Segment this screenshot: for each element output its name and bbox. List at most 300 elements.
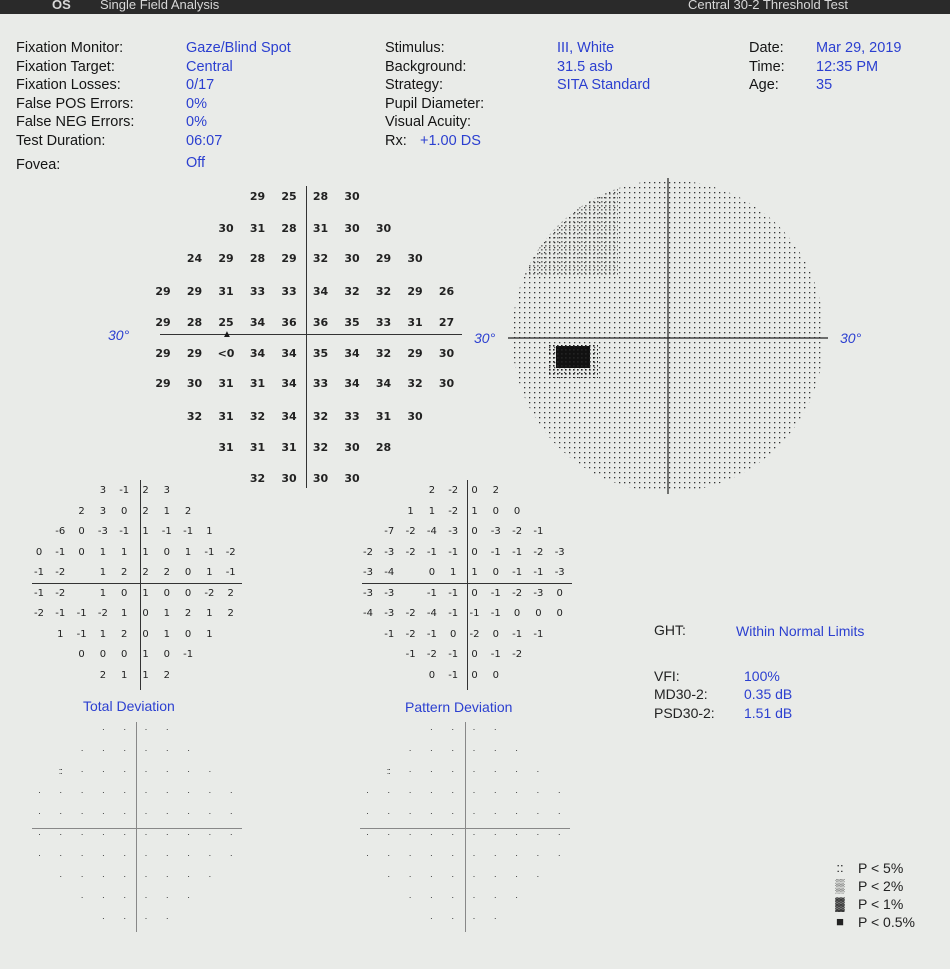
field-value: 0/17 [186, 77, 215, 93]
deviation-value: 0 [78, 546, 85, 558]
deviation-value: 1 [121, 669, 128, 681]
deviation-value: 0 [121, 587, 128, 599]
probability-dot: · [493, 766, 496, 776]
probability-dot: · [408, 871, 411, 881]
field-value: 0% [186, 95, 207, 112]
deviation-value: -2 [55, 567, 66, 578]
threshold-value: 36 [281, 316, 297, 329]
probability-dot: · [536, 850, 539, 860]
probability-dot: · [144, 892, 147, 902]
deviation-value: 0 [471, 669, 478, 681]
deviation-value: -1 [448, 546, 459, 558]
probability-dot: · [536, 871, 539, 881]
deviation-value: 1 [99, 546, 107, 558]
threshold-value: 31 [375, 410, 392, 423]
deviation-value: -2 [363, 546, 373, 558]
field-label: Stimulus: [385, 40, 445, 56]
deviation-value: 0 [184, 587, 192, 599]
probability-dot: · [165, 724, 168, 734]
probability-dot: · [493, 829, 496, 839]
probability-dot: · [101, 829, 104, 839]
total-deviation-label: Total Deviation [83, 698, 175, 714]
deviation-value: -1 [384, 628, 395, 640]
threshold-value: 29 [155, 285, 171, 298]
threshold-value: 32 [344, 285, 360, 298]
probability-dot: · [387, 850, 390, 860]
deviation-value: 0 [142, 608, 149, 619]
probability-dot: · [208, 766, 211, 776]
deviation-value: 1 [206, 526, 213, 537]
threshold-value: 30 [438, 377, 455, 390]
threshold-value: 34 [344, 377, 360, 390]
probability-dot: · [493, 745, 496, 755]
deviation-value: -1 [225, 567, 236, 578]
probability-dot: · [451, 724, 454, 734]
threshold-h-axis [160, 334, 462, 335]
field-value: SITA Standard [557, 77, 651, 93]
deviation-value: 2 [227, 608, 234, 619]
deviation-value: 0 [163, 546, 170, 558]
threshold-value: 33 [249, 285, 266, 298]
threshold-value: 33 [375, 316, 392, 329]
deviation-value: -1 [119, 526, 130, 537]
probability-dot: · [38, 829, 40, 839]
probability-dot: · [451, 766, 454, 776]
probability-dot: · [472, 808, 475, 818]
field-value: Gaze/Blind Spot [186, 40, 291, 56]
deviation-value: -1 [490, 608, 501, 619]
threshold-value: 28 [281, 222, 297, 235]
field-value: Central [186, 58, 233, 75]
probability-dot: · [38, 787, 40, 797]
deviation-value: 0 [492, 628, 499, 640]
threshold-value: 30 [438, 347, 455, 360]
probability-dot: · [80, 745, 83, 755]
deviation-value: -1 [426, 546, 437, 558]
field-label: Visual Acuity: [385, 114, 471, 130]
probability-dot: · [429, 766, 432, 776]
deviation-value: -1 [76, 628, 87, 640]
threshold-value: 30 [312, 472, 329, 485]
pattern-deviation-label: Pattern Deviation [405, 699, 513, 715]
probability-dot: · [536, 829, 539, 839]
probability-dot: · [515, 892, 518, 902]
probability-dot: · [429, 724, 432, 734]
deviation-value: -4 [426, 526, 437, 537]
deviation-value: -4 [363, 608, 373, 619]
probability-dot: · [123, 850, 126, 860]
field-value: III, White [557, 40, 615, 56]
probability-dot: · [493, 808, 496, 818]
probability-dot: · [80, 829, 83, 839]
probability-dot: · [429, 808, 432, 818]
deviation-value: 2 [227, 587, 234, 599]
probability-dot: · [144, 829, 147, 839]
deviation-value: 0 [492, 669, 499, 681]
deviation-value: -1 [55, 546, 66, 558]
probability-dot: · [187, 808, 190, 818]
deviation-value: -1 [448, 587, 459, 599]
deviation-value: -1 [533, 526, 544, 537]
probability-dot: · [515, 745, 518, 755]
probability-dot: · [59, 829, 62, 839]
deviation-value: 2 [142, 567, 149, 578]
probability-dot: · [557, 787, 560, 797]
ght-value: Within Normal Limits [736, 623, 865, 639]
deviation-value: 2 [492, 485, 499, 496]
threshold-value: 30 [375, 222, 392, 235]
probability-dot: · [451, 787, 454, 797]
probability-dot: · [472, 787, 475, 797]
deviation-value: -2 [448, 505, 459, 517]
deviation-value: 0 [163, 649, 170, 660]
probability-dot: · [366, 829, 368, 839]
probability-dot: · [451, 829, 454, 839]
probability-dot: · [387, 871, 390, 881]
probability-dot: · [366, 850, 368, 860]
probability-dot: · [187, 787, 190, 797]
deviation-value: 0 [121, 649, 128, 660]
probability-dot: · [429, 850, 432, 860]
probability-dot: · [123, 892, 126, 902]
threshold-value: 30 [281, 472, 297, 485]
probability-dot: · [208, 871, 211, 881]
probability-dot: · [493, 850, 496, 860]
threshold-value: 34 [249, 316, 266, 329]
probability-dot: · [536, 787, 539, 797]
probability-mark: :: [386, 766, 390, 776]
deviation-value: 2 [142, 505, 149, 517]
deviation-value: 1 [428, 505, 436, 517]
deviation-value: 1 [163, 608, 170, 619]
probability-dot: · [80, 787, 83, 797]
deviation-value: -2 [469, 628, 480, 640]
field-label: Rx: [385, 132, 407, 149]
threshold-value: 29 [218, 252, 234, 265]
grayscale-plot [508, 176, 828, 496]
deviation-value: -2 [448, 485, 459, 496]
field-label: Fixation Monitor: [16, 40, 124, 56]
threshold-value: 31 [218, 285, 234, 298]
deviation-value: -2 [512, 649, 523, 660]
probability-dot: · [387, 829, 390, 839]
probability-dot: · [472, 829, 475, 839]
stat-label: VFI: [654, 668, 680, 684]
probability-dot: · [493, 787, 496, 797]
threshold-value: 30 [344, 252, 360, 265]
field-value: +1.00 DS [420, 132, 481, 149]
stat-value: 0.35 dB [744, 686, 793, 702]
probability-dot: · [229, 850, 232, 860]
probability-dot: · [80, 871, 83, 881]
probability-dot: · [59, 871, 62, 881]
deviation-value: 1 [471, 567, 478, 578]
legend-symbol-icon: ■ [836, 914, 844, 929]
threshold-value: 28 [186, 316, 203, 329]
probability-dot: · [472, 871, 475, 881]
deviation-value: -1 [512, 628, 523, 640]
probability-dot: · [472, 913, 475, 923]
probability-dot: · [429, 892, 432, 902]
deviation-value: 0 [471, 587, 478, 599]
threshold-value: 29 [407, 285, 423, 298]
threshold-value: 30 [344, 222, 360, 235]
threshold-value: 30 [186, 377, 203, 390]
deviation-value: 0 [556, 587, 563, 599]
probability-dot: · [123, 871, 126, 881]
deviation-value: -1 [405, 649, 416, 660]
probability-dot: · [493, 913, 496, 923]
report-title-bar [0, 0, 950, 14]
deviation-value: -3 [490, 526, 501, 537]
deviation-value: 0 [142, 628, 149, 640]
probability-dot: · [38, 808, 40, 818]
deviation-value: 3 [99, 505, 107, 517]
probability-dot: · [144, 724, 147, 734]
probability-dot: · [101, 766, 104, 776]
probability-mark: :: [58, 766, 62, 776]
probability-dot: · [80, 766, 83, 776]
deviation-value: 0 [471, 546, 478, 558]
probability-dot: · [80, 808, 83, 818]
threshold-value: 27 [438, 316, 455, 329]
probability-dot: · [229, 808, 232, 818]
deviation-value: 1 [206, 608, 213, 619]
threshold-value: 31 [218, 410, 234, 423]
threshold-value: 34 [344, 347, 360, 360]
probability-dot: · [515, 787, 518, 797]
probability-dot: · [451, 871, 454, 881]
probability-dot: · [515, 829, 518, 839]
deviation-value: 0 [78, 526, 85, 537]
probability-dot: · [144, 808, 147, 818]
threshold-value: 33 [312, 377, 329, 390]
stat-value: 100% [744, 668, 780, 684]
deviation-value: -3 [97, 526, 108, 537]
blind-spot-marker-icon: ▲ [222, 329, 232, 340]
deviation-value: -1 [490, 546, 501, 558]
deviation-value: -1 [204, 546, 215, 558]
probability-dot: · [493, 871, 496, 881]
stat-label: PSD30-2: [654, 705, 715, 721]
probability-dot: · [472, 766, 475, 776]
deviation-value: -4 [426, 608, 437, 619]
deviation-value: 0 [184, 567, 192, 578]
legend-symbol-icon: ▓ [835, 896, 845, 911]
deviation-value: 0 [78, 649, 85, 660]
probability-dot: · [101, 913, 104, 923]
deviation-value: -3 [363, 567, 373, 578]
deviation-value: -1 [512, 567, 523, 578]
field-label: Age: [749, 77, 779, 93]
probability-dot: · [165, 745, 168, 755]
probability-dot: · [187, 892, 190, 902]
deviation-value: -1 [426, 587, 437, 599]
deviation-value: -2 [426, 649, 437, 660]
probability-dot: · [165, 850, 168, 860]
deviation-value: -1 [76, 608, 87, 619]
probability-dot: · [451, 892, 454, 902]
probability-dot: · [229, 829, 232, 839]
deviation-value: -1 [533, 628, 544, 640]
deviation-value: -1 [490, 587, 501, 599]
deviation-value: 1 [142, 669, 149, 681]
threshold-value: 29 [407, 347, 423, 360]
probability-dot: · [408, 787, 411, 797]
threshold-value: 32 [375, 347, 392, 360]
deviation-value: -2 [97, 608, 108, 619]
probability-dot: · [429, 787, 432, 797]
probability-dot: · [557, 850, 560, 860]
probability-dot: · [80, 892, 83, 902]
deviation-value: -1 [183, 649, 194, 660]
threshold-value: 32 [312, 441, 329, 454]
probability-dot: · [101, 892, 104, 902]
field-value: 0% [186, 114, 207, 130]
deviation-value: 2 [78, 505, 85, 517]
probability-dot: · [165, 892, 168, 902]
deviation-value: -1 [490, 649, 501, 660]
probability-dot: · [144, 787, 147, 797]
threshold-value: 32 [375, 285, 392, 298]
threshold-value: 36 [312, 316, 329, 329]
probability-dot: · [229, 787, 232, 797]
deviation-value: 1 [450, 567, 457, 578]
deviation-value: 2 [163, 567, 170, 578]
probability-dot: · [123, 829, 126, 839]
deviation-value: 0 [163, 587, 170, 599]
grayscale-axis-label: 30° [840, 330, 862, 346]
threshold-value: 28 [312, 190, 329, 203]
threshold-value: 34 [249, 347, 266, 360]
deviation-value: 0 [471, 526, 478, 537]
deviation-value: 0 [35, 546, 43, 558]
deviation-value: 2 [428, 485, 436, 496]
probability-dot: · [101, 787, 104, 797]
probability-dot: · [387, 808, 390, 818]
probability-dot: · [101, 871, 104, 881]
probability-dot: · [165, 829, 168, 839]
threshold-value: 31 [407, 316, 423, 329]
probability-dot: · [208, 808, 211, 818]
report-title: Single Field Analysis [100, 0, 220, 12]
legend-text: P < 2% [858, 878, 904, 894]
field-label: Strategy: [385, 77, 444, 93]
probability-dot: · [123, 787, 126, 797]
deviation-value: 0 [556, 608, 563, 619]
deviation-value: -3 [384, 587, 395, 599]
probability-dot: · [408, 766, 411, 776]
probability-dot: · [472, 724, 475, 734]
deviation-value: 0 [471, 485, 478, 496]
deviation-value: 1 [142, 649, 149, 660]
probability-dot: · [165, 913, 168, 923]
field-label: Fixation Losses: [16, 77, 121, 93]
legend-symbol-icon: ▒ [835, 878, 845, 893]
probability-dot: · [59, 787, 62, 797]
probability-dot: · [123, 724, 126, 734]
deviation-value: 0 [450, 628, 457, 640]
probability-dot: · [165, 808, 168, 818]
deviation-value: -3 [448, 526, 459, 537]
deviation-value: -2 [34, 608, 44, 619]
threshold-value: 29 [155, 377, 171, 390]
stat-value: 1.51 dB [744, 705, 793, 721]
probability-dot: · [144, 850, 147, 860]
axis-label-left: 30° [108, 327, 130, 343]
deviation-value: -3 [554, 546, 565, 558]
deviation-value: -2 [405, 628, 416, 640]
deviation-value: 1 [184, 546, 192, 558]
threshold-value: 30 [344, 190, 360, 203]
threshold-value: 31 [281, 441, 297, 454]
threshold-value: 25 [218, 316, 234, 329]
deviation-value: -2 [405, 546, 416, 558]
deviation-value: 2 [163, 669, 170, 681]
deviation-value: -4 [384, 567, 395, 578]
deviation-value: -2 [533, 546, 544, 558]
probability-dot: · [187, 871, 190, 881]
deviation-value: -1 [448, 649, 459, 660]
probability-dot: · [515, 766, 518, 776]
field-label: Fixation Target: [16, 58, 115, 75]
probability-dot: · [144, 871, 147, 881]
deviation-value: 2 [142, 485, 149, 496]
threshold-value: 33 [281, 285, 297, 298]
field-value: 12:35 PM [816, 58, 879, 75]
probability-dot: · [408, 808, 411, 818]
deviation-value: -3 [533, 587, 544, 599]
threshold-value: 34 [375, 377, 392, 390]
deviation-value: -2 [512, 526, 523, 537]
threshold-value: 30 [407, 410, 423, 423]
deviation-value: 0 [428, 567, 436, 578]
deviation-value: 2 [184, 505, 192, 517]
eye-label: OS [52, 0, 71, 12]
probability-dot: · [165, 766, 168, 776]
threshold-value: 31 [249, 441, 266, 454]
threshold-value: 32 [312, 252, 329, 265]
deviation-value: -1 [34, 567, 44, 578]
deviation-value: 1 [57, 628, 64, 640]
deviation-value: -1 [34, 587, 44, 599]
field-value: Mar 29, 2019 [816, 40, 902, 56]
deviation-value: -1 [119, 485, 130, 496]
threshold-value: 29 [375, 252, 392, 265]
deviation-value: 3 [163, 485, 170, 496]
threshold-value: 29 [155, 347, 171, 360]
probability-dot: · [408, 892, 411, 902]
probability-dot: · [451, 913, 454, 923]
legend-symbol-icon: :: [836, 860, 844, 875]
probability-dot: · [493, 892, 496, 902]
deviation-value: 1 [407, 505, 414, 517]
field-value: 06:07 [186, 132, 223, 149]
threshold-value: 34 [281, 347, 297, 360]
probability-dot: · [187, 850, 190, 860]
field-value: Off [186, 155, 206, 171]
probability-dot: · [408, 850, 411, 860]
probability-dot: · [123, 808, 126, 818]
deviation-value: -7 [384, 526, 395, 537]
deviation-value: 1 [142, 526, 149, 537]
probability-dot: · [123, 766, 126, 776]
probability-dot: · [472, 850, 475, 860]
ght-label: GHT: [654, 622, 686, 638]
deviation-value: -3 [363, 587, 373, 599]
threshold-value: 31 [312, 222, 329, 235]
threshold-value: 30 [218, 222, 234, 235]
